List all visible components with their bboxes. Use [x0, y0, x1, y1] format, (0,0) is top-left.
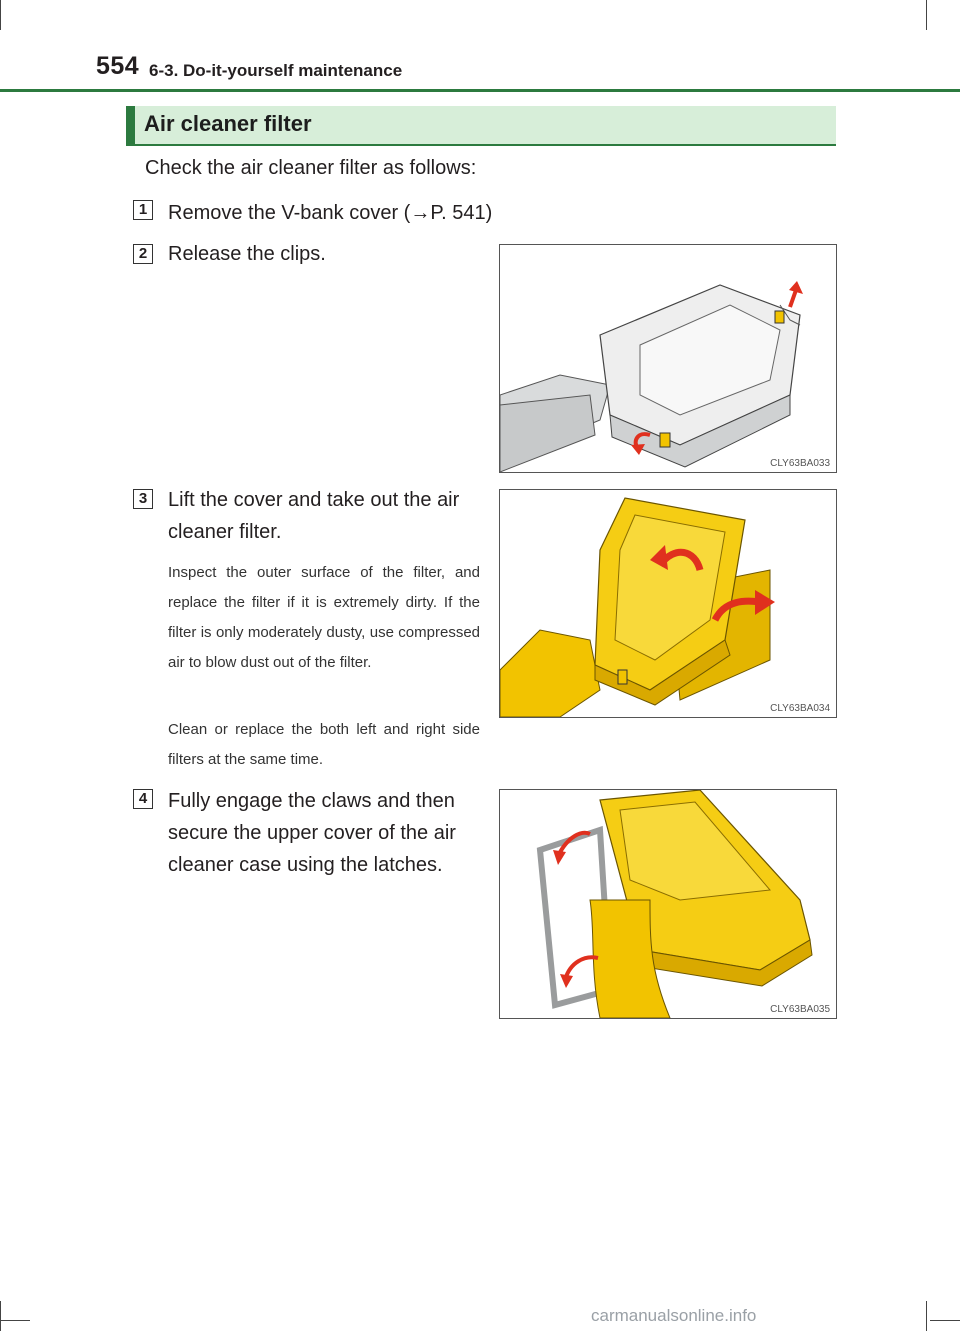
secure-cover-illustration: [500, 790, 836, 1018]
step-number-2: 2: [133, 244, 153, 264]
step-4-text-line1: Fully engage the claws and then: [168, 790, 455, 812]
figure-code: CLY63BA033: [770, 458, 830, 469]
crop-mark: [0, 1320, 30, 1321]
banner-title: Air cleaner filter: [144, 111, 312, 136]
banner-accent-bar: [126, 106, 135, 144]
air-cleaner-clips-illustration: [500, 245, 836, 472]
crop-mark: [930, 1320, 960, 1321]
intro-text: Check the air cleaner filter as follows:: [145, 157, 477, 179]
figure-lift-cover: [499, 489, 837, 718]
step-number-3: 3: [133, 489, 153, 509]
step-4-text-line3: cleaner case using the latches.: [168, 854, 443, 876]
figure-secure-cover: [499, 789, 837, 1019]
crop-mark: [0, 0, 1, 30]
step-3-text-line1: Lift the cover and take out the air: [168, 489, 460, 511]
section-banner: [126, 106, 836, 146]
crop-mark: [926, 1301, 927, 1331]
page-number: 554: [96, 52, 140, 80]
figure-release-clips: [499, 244, 837, 473]
step-number-1: 1: [133, 200, 153, 220]
step-3-text-line2: cleaner filter.: [168, 521, 282, 543]
lift-cover-illustration: [500, 490, 836, 717]
step-4-text-line2: secure the upper cover of the air: [168, 822, 456, 844]
step-number-4: 4: [133, 789, 153, 809]
header-divider: [0, 89, 960, 92]
step-2-text: Release the clips.: [168, 243, 326, 265]
step-1-text: Remove the V-bank cover (→P. 541): [168, 202, 493, 224]
note-inspect-filter: Inspect the outer surface of the filter, and replace the filter if it is extremely dirty. If the filter is only moderately dusty, use compressed air to blow dust out of the filter.: [168, 564, 480, 671]
crop-mark: [926, 0, 927, 30]
section-title: 6-3. Do-it-yourself maintenance: [149, 61, 403, 80]
figure-code: CLY63BA035: [770, 1004, 830, 1015]
crop-mark: [0, 1301, 1, 1331]
watermark: carmanualsonline.info: [591, 1306, 757, 1325]
note-both-filters: Clean or replace the both left and right side filters at the same time.: [168, 721, 480, 768]
figure-code: CLY63BA034: [770, 703, 830, 714]
